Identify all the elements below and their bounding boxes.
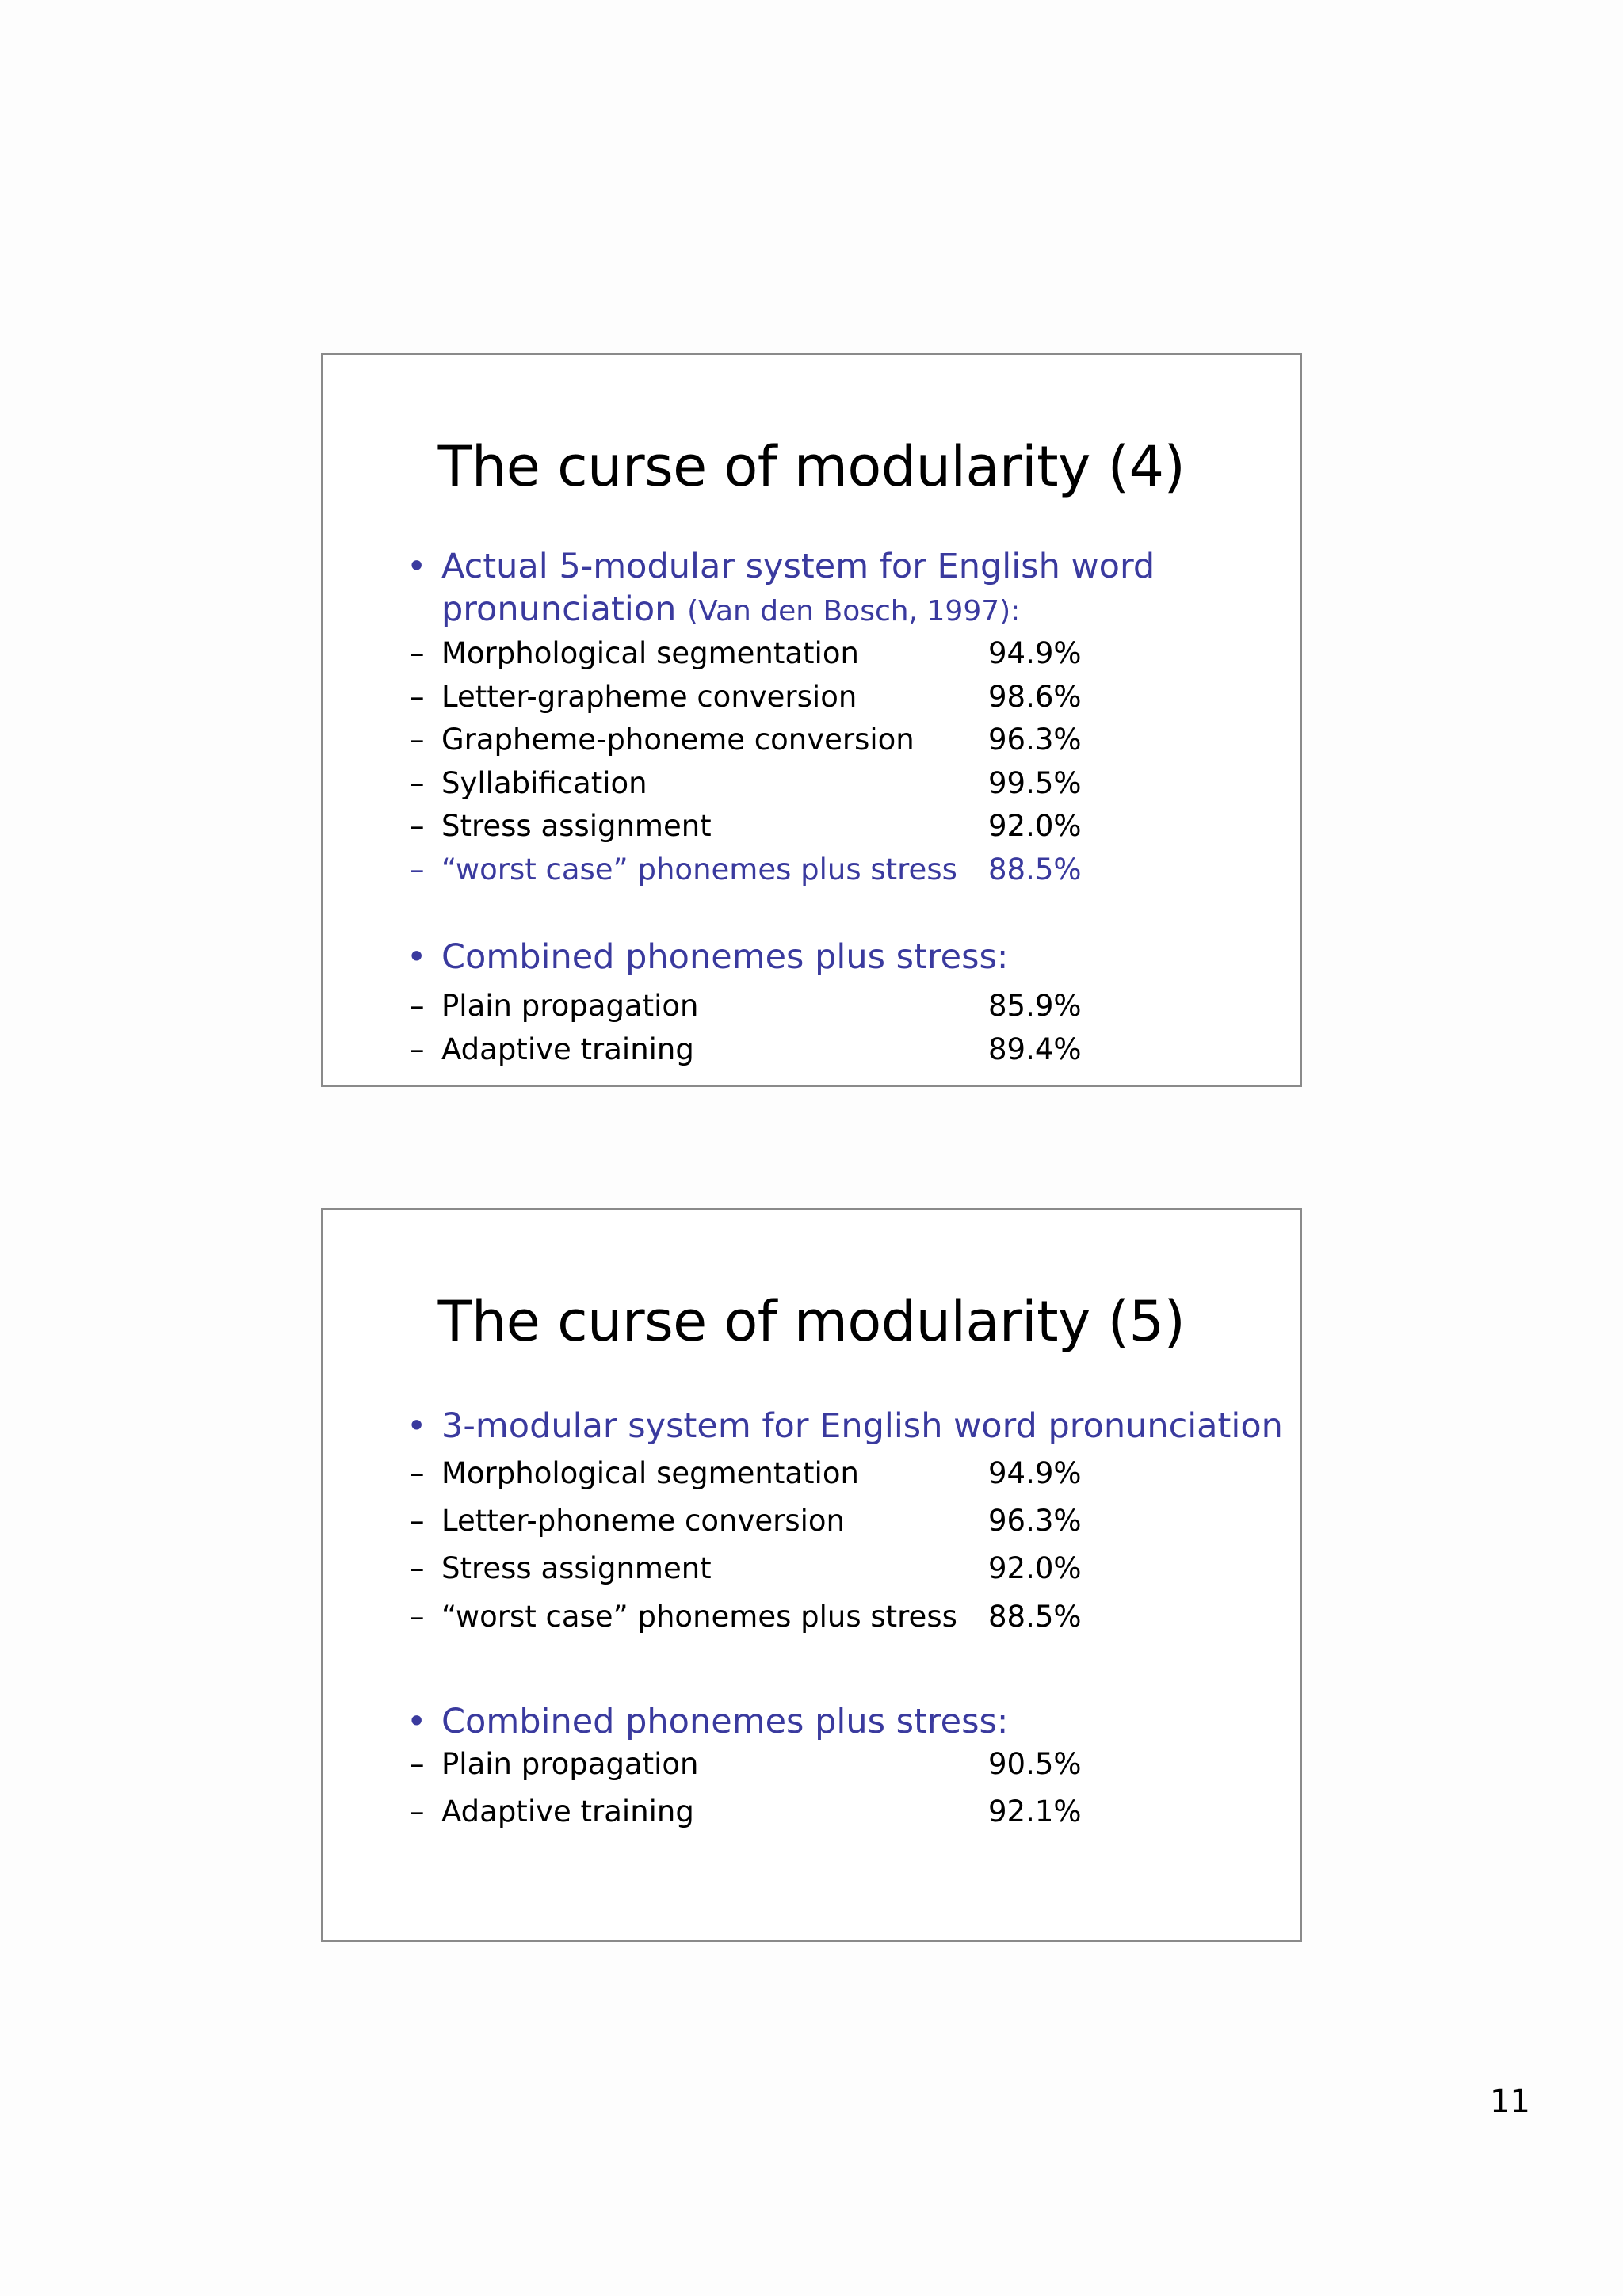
list-item [410,719,1155,762]
item-label: Adaptive training [441,1794,694,1829]
list-item-worst-case [410,849,1155,892]
item-label: Plain propagation [441,1747,699,1781]
item-label: Plain propagation [441,989,699,1023]
dash-icon: – [410,989,425,1023]
bullet-3-modular [407,1405,1283,1447]
item-value: 89.4% [988,1032,1082,1066]
item-label: Morphological segmentation [441,636,859,670]
bullet-text: Combined phonemes plus stress: [441,937,1009,977]
list-item [410,1788,1155,1836]
item-value: 98.6% [988,679,1082,714]
bullet-icon: • [407,937,427,977]
item-label: Morphological segmentation [441,1456,859,1490]
bullet-combined [407,1700,1281,1743]
module-accuracy-list [410,632,1155,892]
item-value: 90.5% [988,1747,1082,1781]
dash-icon: – [410,1504,425,1539]
item-value: 92.1% [988,1794,1082,1829]
bullet-text: Combined phonemes plus stress: [441,1702,1009,1741]
page-number: 11 [1490,2084,1530,2120]
bullet-icon: • [407,1406,427,1446]
module-accuracy-list [410,1450,1155,1641]
list-item [410,676,1155,719]
list-item [410,1593,1155,1641]
dash-icon: – [410,679,425,714]
list-item [410,1028,1155,1072]
item-value: 92.0% [988,1551,1082,1586]
combined-accuracy-list [410,985,1155,1071]
item-value: 96.3% [988,1504,1082,1539]
item-label: Stress assignment [441,1551,712,1586]
citation: (Van den Bosch, 1997): [687,595,1021,627]
slide-title: The curse of modularity (4) [437,434,1186,499]
bullet-icon: • [407,1702,427,1741]
bullet-text-line1: Actual 5-modular system for English word [441,547,1155,586]
item-label: “worst case” phonemes plus stress [441,1599,957,1634]
item-value: 92.0% [988,809,1082,844]
list-item [410,1497,1155,1545]
list-item [410,632,1155,676]
dash-icon: – [410,809,425,844]
item-value: 88.5% [988,1599,1082,1634]
list-item [410,805,1155,849]
item-value: 99.5% [988,765,1082,800]
list-item [410,762,1155,806]
item-label: “worst case” phonemes plus stress [441,852,957,887]
bullet-icon: • [407,547,427,586]
dash-icon: – [410,1551,425,1586]
item-label: Adaptive training [441,1032,694,1066]
slide-curse-of-modularity-4 [321,353,1302,1087]
item-label: Stress assignment [441,809,712,844]
dash-icon: – [410,1794,425,1829]
bullet-actual-5-modular [407,545,1281,633]
list-item [410,1545,1155,1592]
item-value: 88.5% [988,852,1082,887]
item-value: 94.9% [988,1456,1082,1490]
combined-accuracy-list [410,1741,1155,1836]
slide-title: The curse of modularity (5) [437,1289,1186,1354]
bullet-text-line2: pronunciation [441,589,677,629]
dash-icon: – [410,1599,425,1634]
bullet-text: 3-modular system for English word pronunciation [441,1406,1283,1446]
item-label: Grapheme-phoneme conversion [441,723,915,757]
list-item [410,1450,1155,1497]
item-label: Letter-grapheme conversion [441,679,857,714]
item-label: Syllabification [441,765,647,800]
item-label: Letter-phoneme conversion [441,1504,846,1539]
list-item [410,985,1155,1028]
item-value: 85.9% [988,989,1082,1023]
slide-curse-of-modularity-5 [321,1208,1302,1942]
item-value: 94.9% [988,636,1082,670]
dash-icon: – [410,1456,425,1490]
dash-icon: – [410,636,425,670]
list-item [410,1741,1155,1788]
dash-icon: – [410,765,425,800]
item-value: 96.3% [988,723,1082,757]
dash-icon: – [410,1747,425,1781]
dash-icon: – [410,1032,425,1066]
dash-icon: – [410,723,425,757]
dash-icon: – [410,852,425,887]
bullet-combined [407,936,1281,978]
